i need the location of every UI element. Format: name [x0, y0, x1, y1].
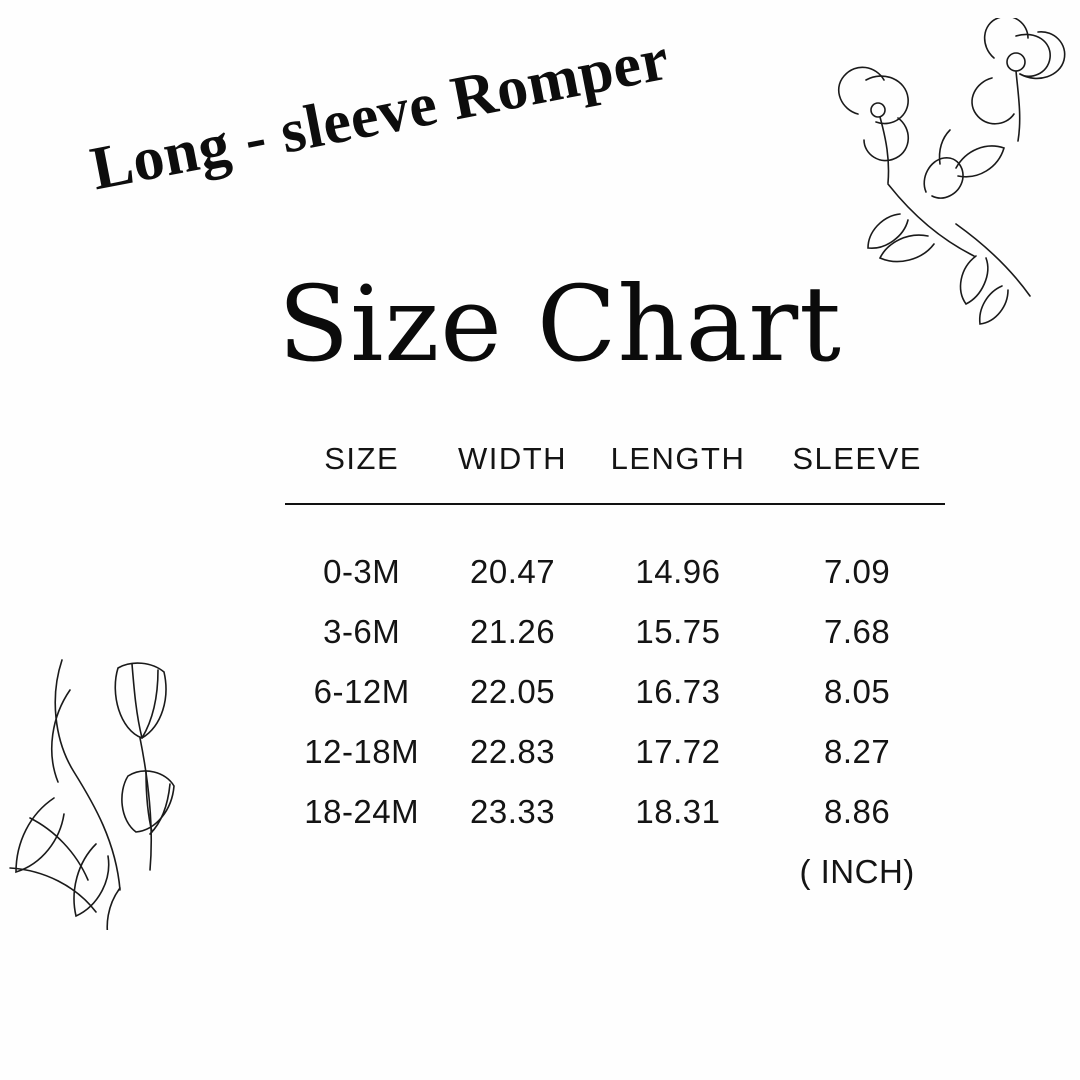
cell-length: 16.73: [635, 673, 721, 710]
table-body: [285, 504, 945, 902]
cell-size: 12-18M: [304, 733, 420, 770]
unit-row: [285, 842, 945, 902]
cell-width: 22.83: [469, 733, 556, 770]
table-row: [285, 722, 945, 782]
cell-width: 20.47: [469, 553, 556, 590]
cell-size: 3-6M: [323, 613, 401, 650]
table-header: [285, 440, 945, 504]
tulip-line-art-icon: [0, 630, 250, 930]
table-row: [285, 662, 945, 722]
unit-spacer: [587, 842, 770, 902]
cell-sleeve: 8.05: [824, 673, 891, 710]
column-header-length: LENGTH: [610, 441, 746, 476]
cell-length: 15.75: [635, 613, 721, 650]
cell-sleeve: 7.68: [824, 613, 891, 650]
size-chart-table: [285, 440, 945, 902]
cell-sleeve: 7.09: [824, 553, 891, 590]
cell-length: 18.31: [635, 793, 721, 830]
product-title: Long - sleeve Romper: [85, 24, 675, 204]
page-title: Size Chart: [278, 263, 842, 385]
column-header-width: WIDTH: [457, 441, 568, 476]
size-chart-table-wrap: [285, 440, 945, 902]
table-header-row: [285, 440, 945, 504]
cell-size: 6-12M: [313, 673, 410, 710]
unit-spacer: [438, 842, 586, 902]
cell-width: 21.26: [469, 613, 556, 650]
cell-length: 14.96: [635, 553, 721, 590]
cell-sleeve: 8.27: [824, 733, 891, 770]
column-header-sleeve: SLEEVE: [792, 441, 922, 476]
table-row: [285, 504, 945, 602]
cell-size: 0-3M: [323, 553, 401, 590]
cell-width: 22.05: [469, 673, 556, 710]
cell-sleeve: 8.86: [824, 793, 891, 830]
column-header-size: SIZE: [324, 441, 400, 476]
cell-length: 17.72: [635, 733, 721, 770]
unit-note: ( INCH): [799, 853, 915, 890]
cell-size: 18-24M: [304, 793, 420, 830]
table-row: [285, 602, 945, 662]
table-row: [285, 782, 945, 842]
cell-width: 23.33: [469, 793, 556, 830]
unit-spacer: [285, 842, 438, 902]
